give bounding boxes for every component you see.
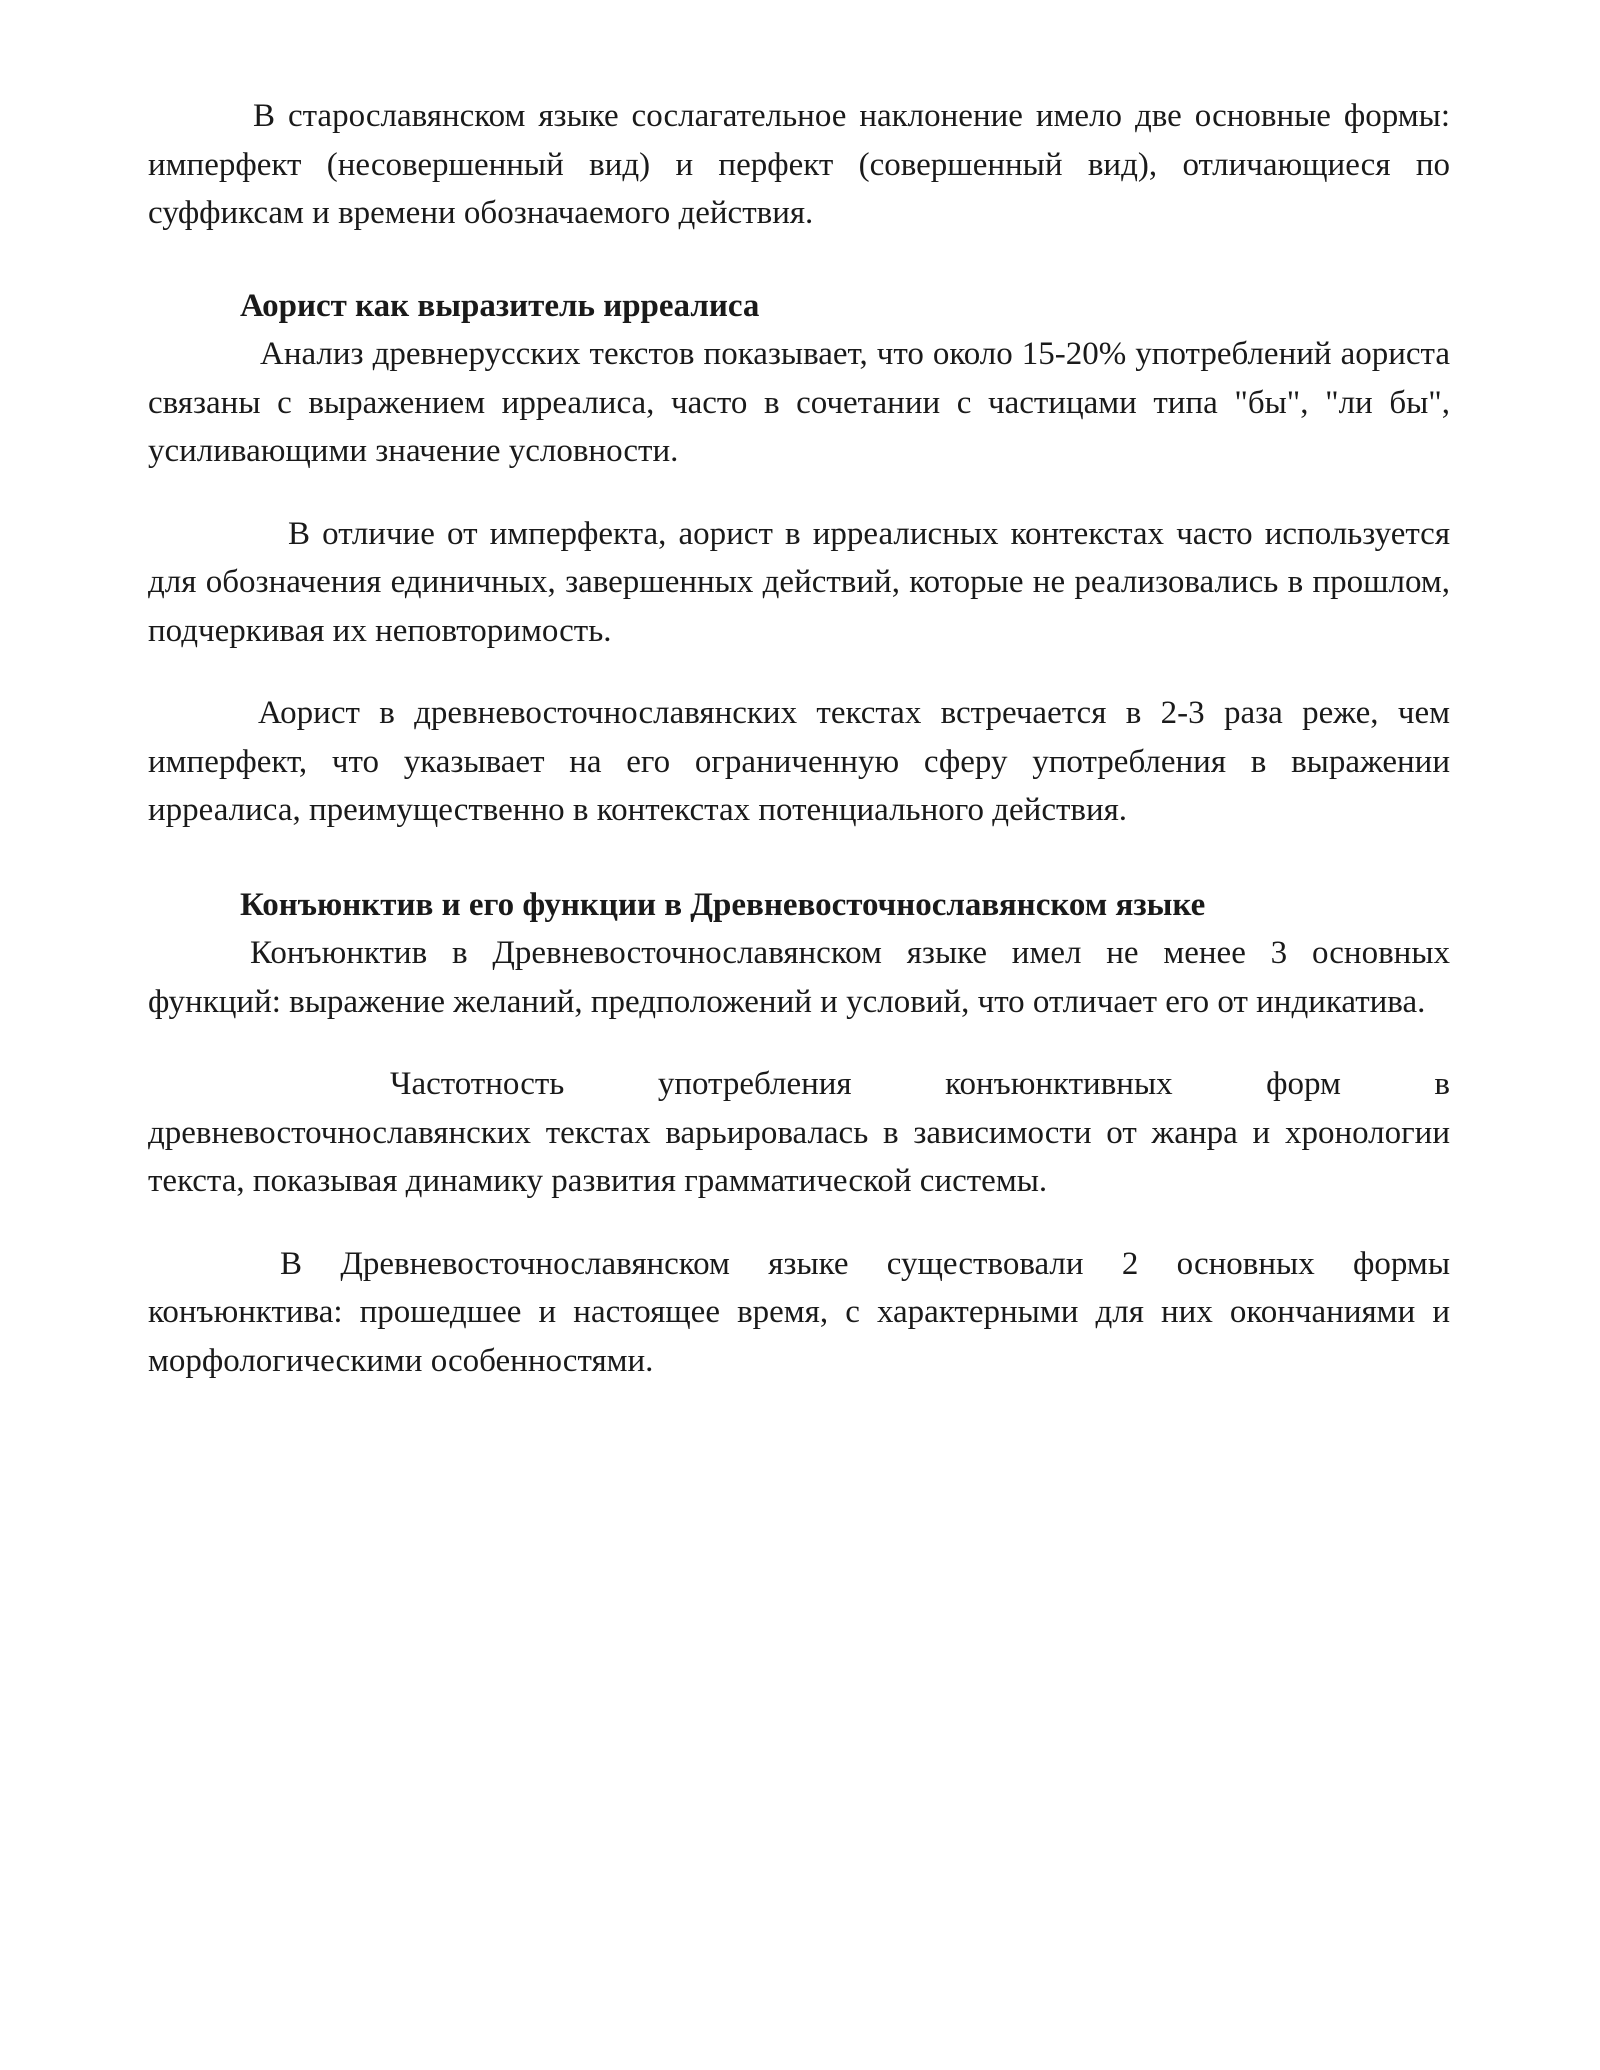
paragraph: В Древневосточнославянском языке существовали 2 основных формы конъюнктива: прошедшее и настоящее время, с характерными для них окончаниями и морфологическими особенностями. [148, 1245, 1450, 1379]
document-body [148, 92, 1450, 1385]
paragraph: В старославянском языке сослагательное наклонение имело две основные формы: имперфект (несовершенный вид) и перфект (совершенный вид), отличающиеся по суффиксам и времени обозначаемого действия. [148, 98, 1450, 231]
section-heading: Аорист как выразитель ирреалиса [240, 287, 760, 324]
paragraph: Анализ древнерусских текстов показывает, что около 15-20% употреблений аориста связаны с выражением ирреалиса, часто в сочетании с частицами типа "бы", "ли бы", усиливающими значение условности. [148, 336, 1450, 469]
paragraph: В отличие от имперфекта, аорист в ирреалисных контекстах часто используется для обозначения единичных, завершенных действий, которые не реализовались в прошлом, подчеркивая их неповторимость. [148, 515, 1450, 649]
paragraph: Аорист в древневосточнославянских текстах встречается в 2-3 раза реже, чем имперфект, что указывает на его ограниченную сферу употребления в выражении ирреалиса, преимущественно в контекстах потенциального действия. [148, 695, 1450, 828]
paragraph: Частотность употребления конъюнктивных форм в древневосточнославянских текстах варьировалась в зависимости от жанра и хронологии текста, показывая динамику развития грамматической системы. [148, 1066, 1450, 1199]
paragraph: Конъюнктив в Древневосточнославянском языке имел не менее 3 основных функций: выражение желаний, предположений и условий, что отличает его от индикатива. [148, 935, 1450, 1020]
section-heading: Конъюнктив и его функции в Древневосточнославянском языке [240, 886, 1206, 923]
